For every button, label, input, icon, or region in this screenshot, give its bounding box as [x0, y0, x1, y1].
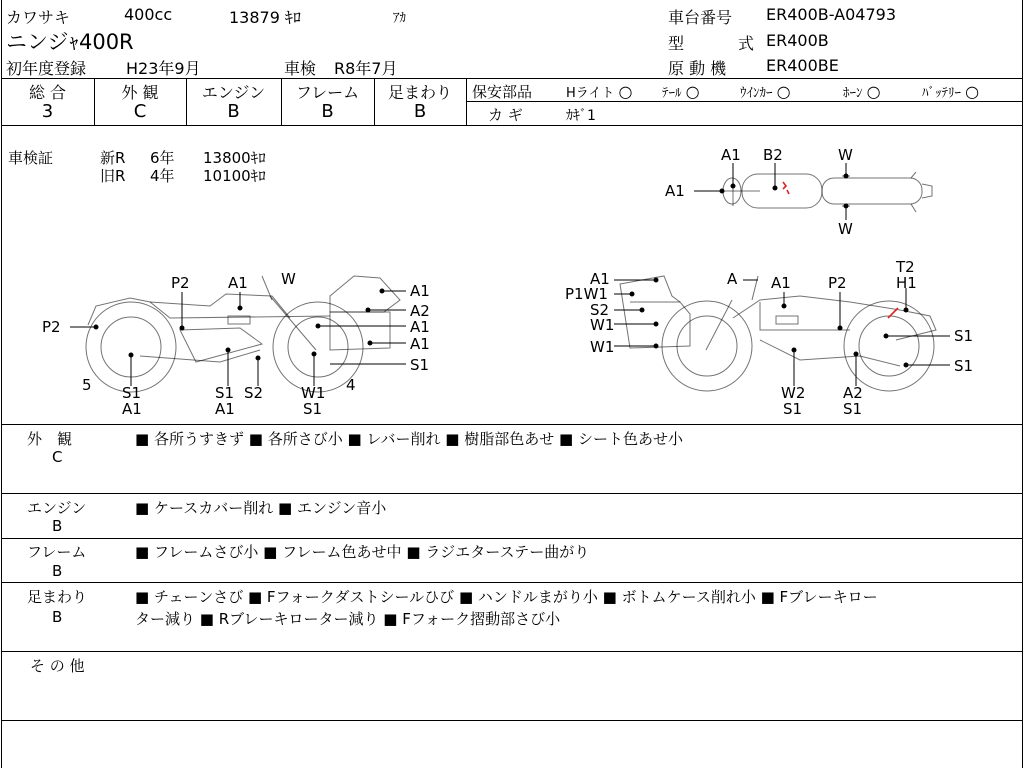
type-label-2: 式: [738, 34, 755, 53]
remarks-suspension-line1: ■ チェーンさび ■ Fフォークダストシールひび ■ ハンドルまがり小 ■ ボトムケース削れ小 ■ Fブレーキロー: [135, 588, 878, 606]
frame-no-label: 車台番号: [668, 8, 733, 27]
grade-suspension-value: B: [413, 101, 427, 122]
left-label: W: [281, 270, 296, 288]
type-label-1: 型: [668, 34, 685, 53]
right-label: W1: [590, 316, 615, 334]
remarks-frame-grade: B: [52, 562, 63, 580]
remarks-engine-grade: B: [52, 517, 63, 535]
left-label: A1: [215, 400, 235, 418]
right-label: P1W1: [565, 285, 608, 303]
top-label: W: [838, 146, 853, 164]
inspection-date: R8年7月: [334, 59, 398, 78]
shaken-old-years: 4年: [150, 167, 175, 185]
left-label: A1: [228, 274, 248, 292]
right-label: S1: [954, 357, 974, 375]
bullet-icon: ■: [559, 430, 574, 448]
battery-ok-mark: ○: [965, 82, 980, 101]
right-label: S1: [954, 327, 974, 345]
shaken-cert-label: 車検証: [8, 149, 54, 167]
key-label: カ ギ: [488, 106, 523, 124]
left-label: S2: [244, 384, 264, 402]
top-label: A1: [721, 146, 741, 164]
grade-exterior-value: C: [133, 101, 147, 122]
leader-lines: [70, 163, 950, 386]
safety-item-tail: ﾃｰﾙ ○: [662, 82, 700, 101]
remarks-top-line: [1, 424, 1022, 425]
left-label: S1: [303, 400, 323, 418]
mileage: 13879 ｷﾛ: [229, 8, 301, 27]
bullet-icon: ■: [135, 499, 150, 517]
top-label: B2: [763, 146, 783, 164]
maker: カワサキ: [6, 8, 71, 27]
first-registration-label: 初年度登録: [6, 59, 87, 78]
right-label: T2: [896, 258, 915, 276]
safety-item-headlight: Hライト ○: [566, 82, 633, 101]
left-label: P2: [171, 274, 190, 292]
shaken-old-km: 10100ｷﾛ: [203, 167, 266, 185]
bullet-icon: ■: [278, 499, 293, 517]
remarks-exterior-items: ■ 各所うすきず ■ 各所さび小 ■ レバー削れ ■ 樹脂部色あせ ■ シート色あせ小: [135, 430, 683, 448]
bullet-icon: ■: [347, 430, 362, 448]
shaken-new-km: 13800ｷﾛ: [203, 149, 266, 167]
remarks-other-label: そ の 他: [30, 657, 85, 675]
right-label: H1: [896, 274, 917, 292]
remarks-suspension-grade: B: [52, 608, 63, 626]
grade-engine-label: エンジン: [201, 83, 266, 102]
top-label: W: [838, 220, 853, 238]
grade-suspension-label: 足まわり: [387, 83, 452, 102]
bullet-icon: ■: [263, 543, 278, 561]
remarks-line: [1, 720, 1022, 721]
remarks-suspension-label: 足まわり: [27, 588, 88, 606]
grade-exterior-label: 外 観: [121, 83, 159, 102]
winker-ok-mark: ○: [776, 82, 791, 101]
tail-ok-mark: ○: [685, 82, 700, 101]
grade-overall-label: 総 合: [28, 83, 67, 102]
shaken-old-label: 旧R: [100, 167, 126, 185]
left-label: 5: [82, 376, 92, 394]
type: ER400B: [766, 31, 829, 50]
left-label: A2: [410, 302, 430, 320]
right-label: A1: [590, 270, 610, 288]
right-label: W1: [590, 338, 615, 356]
right-label: S2: [590, 301, 610, 319]
left-label: A1: [410, 318, 430, 336]
safety-item-winker: ｳｲﾝｶｰ ○: [740, 82, 791, 101]
left-label: A1: [122, 400, 142, 418]
grade-engine-value: B: [227, 101, 240, 122]
left-label: 4: [346, 376, 356, 394]
remarks-line: [1, 651, 1022, 652]
remarks-frame-label: フレーム: [27, 543, 87, 561]
horn-ok-mark: ○: [866, 82, 881, 101]
damage-diagram: [0, 126, 1024, 426]
key-value: ｶｷﾞ1: [566, 108, 596, 124]
right-label: A1: [771, 274, 791, 292]
remarks-suspension-line2: ター減り ■ Rブレーキローター減り ■ Fフォーク摺動部さび小: [135, 610, 561, 628]
safety-item-horn: ﾎｰﾝ ○: [843, 82, 881, 101]
right-label: P2: [828, 274, 847, 292]
remarks-line: [1, 582, 1022, 583]
bullet-icon: ■: [445, 430, 460, 448]
remarks-exterior-label: 外 観: [27, 430, 73, 448]
remarks-frame-items: ■ フレームさび小 ■ フレーム色あせ中 ■ ラジエターステー曲がり: [135, 543, 590, 561]
bullet-icon: ■: [135, 430, 150, 448]
remarks-line: [1, 538, 1022, 539]
grade-overall-value: 3: [41, 101, 54, 122]
bike-right-view: [620, 276, 936, 391]
color: ｱｶ: [393, 11, 406, 26]
left-label: A1: [410, 335, 430, 353]
bullet-icon: ■: [135, 543, 150, 561]
grade-frame-label: フレーム: [295, 83, 360, 102]
bullet-icon: ■: [248, 430, 263, 448]
right-label: S1: [783, 400, 803, 418]
model-name: ニンジｬ400R: [6, 30, 134, 54]
remarks-exterior-grade: C: [52, 448, 63, 466]
shaken-new-years: 6年: [150, 149, 175, 167]
left-label: S1: [410, 356, 430, 374]
bike-left-view: [86, 276, 400, 392]
remarks-line: [1, 493, 1022, 494]
grade-table-mid: [466, 101, 1022, 102]
left-label: S1: [122, 384, 142, 402]
grade-frame-value: B: [321, 101, 334, 122]
left-label: W1: [301, 384, 326, 402]
inspection-label: 車検: [284, 59, 317, 78]
right-label: A: [727, 270, 738, 288]
shaken-new-label: 新R: [100, 149, 126, 167]
frame-no: ER400B-A04793: [766, 5, 897, 24]
engine-model: ER400BE: [766, 56, 839, 75]
bike-top-view: [716, 172, 932, 212]
engine-model-label: 原 動 機: [668, 59, 727, 78]
left-label: A1: [410, 282, 430, 300]
first-registration: H23年9月: [126, 59, 201, 78]
grade-table-top: [1, 78, 1022, 79]
headlight-ok-mark: ○: [618, 82, 633, 101]
bullet-icon: ■: [406, 543, 421, 561]
grade-divider: [466, 78, 467, 125]
remarks-engine-label: エンジン: [27, 499, 87, 517]
safety-item-battery: ﾊﾞｯﾃﾘｰ ○: [922, 82, 980, 101]
top-label: A1: [665, 182, 685, 200]
right-label: W2: [781, 384, 806, 402]
right-label: A2: [843, 384, 863, 402]
left-label: P2: [42, 318, 61, 336]
remarks-engine-items: ■ ケースカバー削れ ■ エンジン音小: [135, 499, 387, 517]
left-label: S1: [215, 384, 235, 402]
displacement: 400cc: [124, 5, 173, 24]
right-label: S1: [843, 400, 863, 418]
safety-label: 保安部品: [472, 83, 533, 101]
